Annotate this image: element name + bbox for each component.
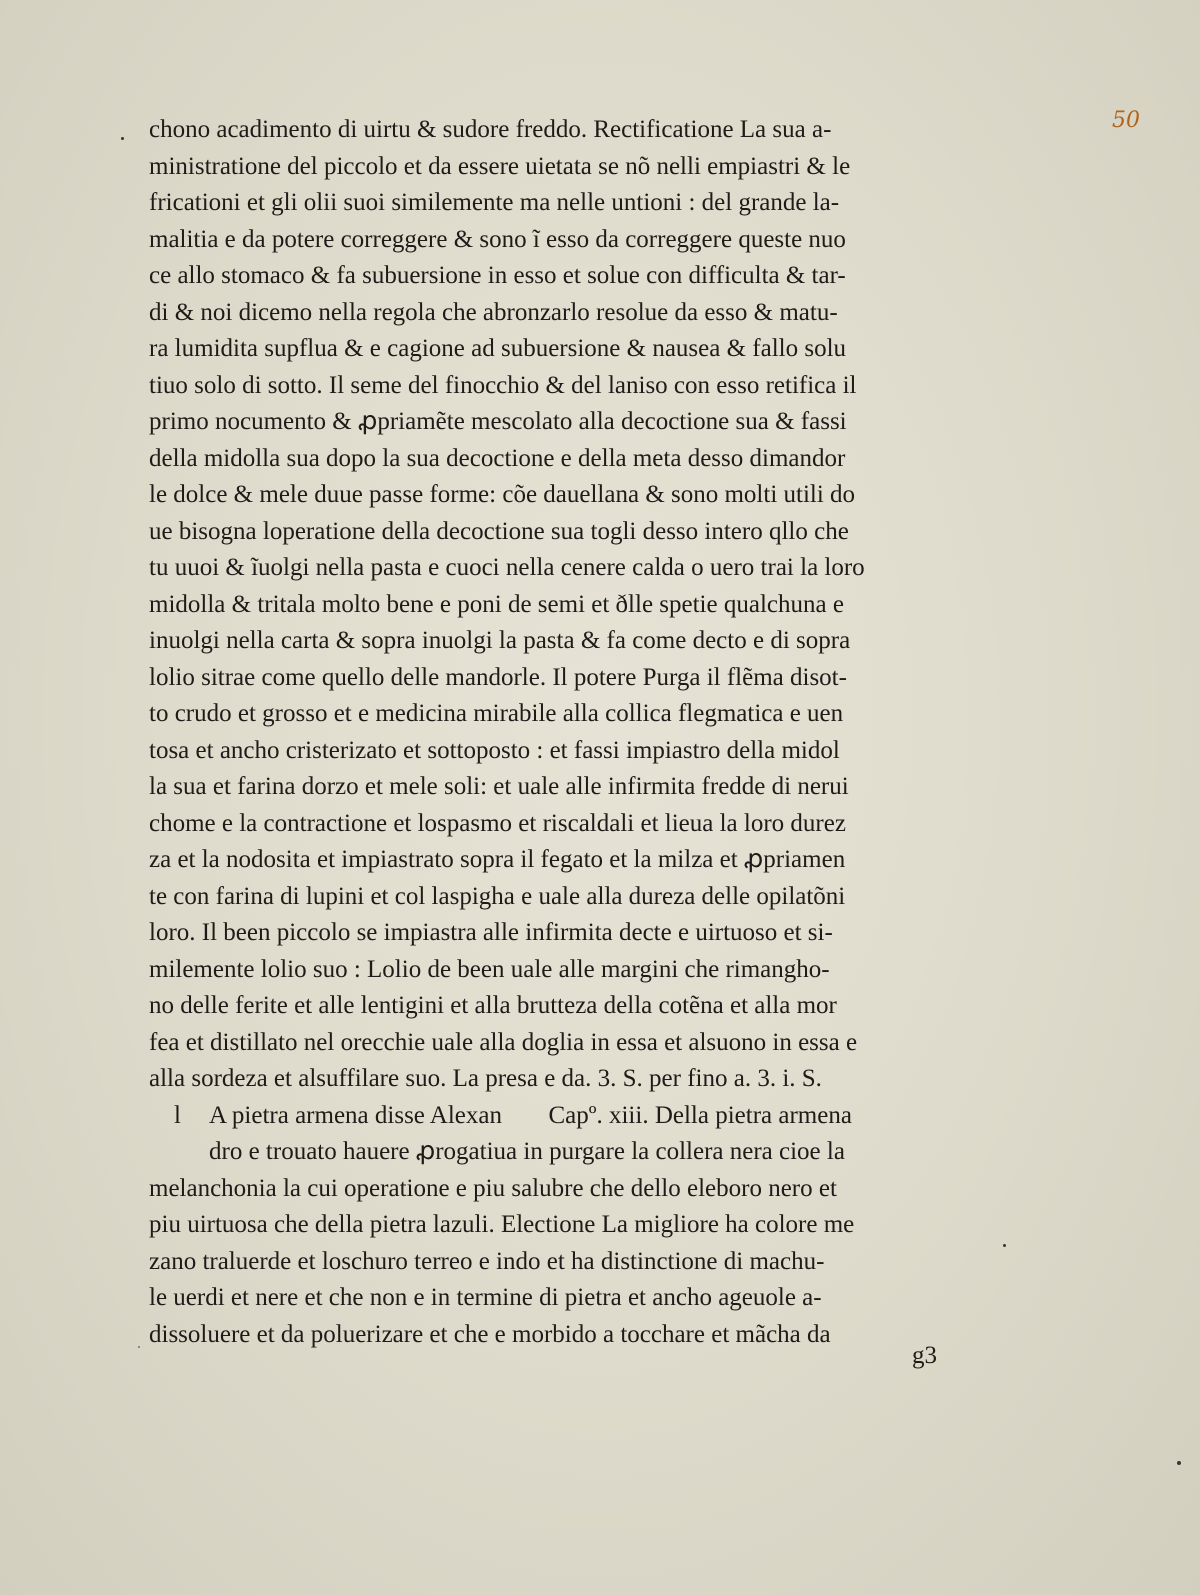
text-line: loro. Il been piccolo se impiastra alle infirmita decte e uirtuoso et si- [149,919,833,946]
text-line: chome e la contractione et lospasmo et riscaldali et lieua la loro durez [149,809,846,837]
chapter-title: Capº. xiii. Della pietra armena [548,1101,852,1129]
text-line: dro e trouato hauere ꝓrogatiua in purgare la collera nera cioe la [209,1138,845,1165]
text-line: primo nocumento & ꝓpriamẽte mescolato alla decoctione sua & fassi [149,408,847,435]
guide-letter: l [174,1101,181,1129]
text-line: chono acadimento di uirtu & sudore freddo. Rectificatione La sua a- [149,116,832,143]
text-line: milemente lolio suo : Lolio de been uale alle margini che rimangho- [149,955,830,983]
text-line: ministratione del piccolo et da essere uietata se nõ nelli empiastri & le [149,152,851,180]
text-line: te con farina di lupini et col laspigha e uale alla dureza delle opilatõni [149,882,846,910]
text-line: ce allo stomaco & fa subuersione in esso et solue con difficulta & tar- [149,262,846,289]
text-line: della midolla sua dopo la sua decoctione e della meta desso dimandor [149,444,846,472]
text-line: za et la nodosita et impiastrato sopra il fegato et la milza et ꝓpriamen [149,846,846,873]
text-line: piu uirtuosa che della pietra lazuli. Electione La migliore ha colore me [149,1211,855,1238]
signature-mark: g3 [912,1342,937,1369]
text-line: tosa et ancho cristerizato et sottoposto : et fassi impiastro della midol [149,736,840,764]
text-line: lolio sitrae come quello delle mandorle. Il potere Purga il flẽma disot- [149,663,847,691]
text-line: la sua et farina dorzo et mele soli: et uale alle infirmita fredde di nerui [149,773,849,800]
text-line: le uerdi et nere et che non e in termine di pietra et ancho ageuole a- [149,1284,822,1311]
text-line: fricationi et gli olii suoi similemente ma nelle untioni : del grande la- [149,189,840,216]
text-line: dissoluere et da poluerizare et che e morbido a tocchare et mãcha da [149,1320,831,1348]
text-line: tu uuoi & ĩuolgi nella pasta e cuoci nella cenere calda o uero trai la loro [149,554,865,581]
chapter-opening: A pietra armena disse Alexan [209,1101,502,1129]
folio-number: 50 [1112,108,1140,133]
text-line: to crudo et grosso et e medicina mirabile alla collica flegmatica e uen [149,700,844,727]
text-line: inuolgi nella carta & sopra inuolgi la pasta & fa come decto e di sopra [149,627,851,654]
ink-speck [121,137,124,140]
text-line: melanchonia la cui operatione e piu salubre che dello eleboro nero et [149,1174,837,1202]
text-line: no delle ferite et alle lentigini et alla brutteza della cotẽna et alla mor [149,992,837,1019]
text-line: di & noi dicemo nella regola che abronzarlo resolue da esso & matu- [149,298,838,326]
text-line: alla sordeza et alsuffilare suo. La presa e da. 3. S. per fino a. 3. i. S. [149,1065,822,1092]
text-line: le dolce & mele duue passe forme: cõe dauellana & sono molti utili do [149,481,856,508]
text-line: zano traluerde et loschuro terreo e indo et ha distinctione di machu- [149,1247,825,1275]
text-line: midolla & tritala molto bene e poni de semi et ðlle spetie qualchuna e [149,590,844,618]
text-line: malitia e da potere correggere & sono ĩ esso da correggere queste nuo [149,225,846,253]
text-line: ue bisogna loperatione della decoctione sua togli desso intero qllo che [149,517,849,545]
ink-speck [1003,1244,1006,1247]
ink-speck [138,1346,140,1348]
text-line: fea et distillato nel orecchie uale alla doglia in essa et alsuono in essa e [149,1028,858,1056]
chapter-heading-line [149,1098,979,1135]
text-block [149,112,979,1353]
ink-speck [1177,1461,1181,1465]
text-line: tiuo solo di sotto. Il seme del finocchio & del laniso con esso retifica il [149,371,857,399]
text-line: ra lumidita supflua & e cagione ad subuersione & nausea & fallo solu [149,335,847,362]
